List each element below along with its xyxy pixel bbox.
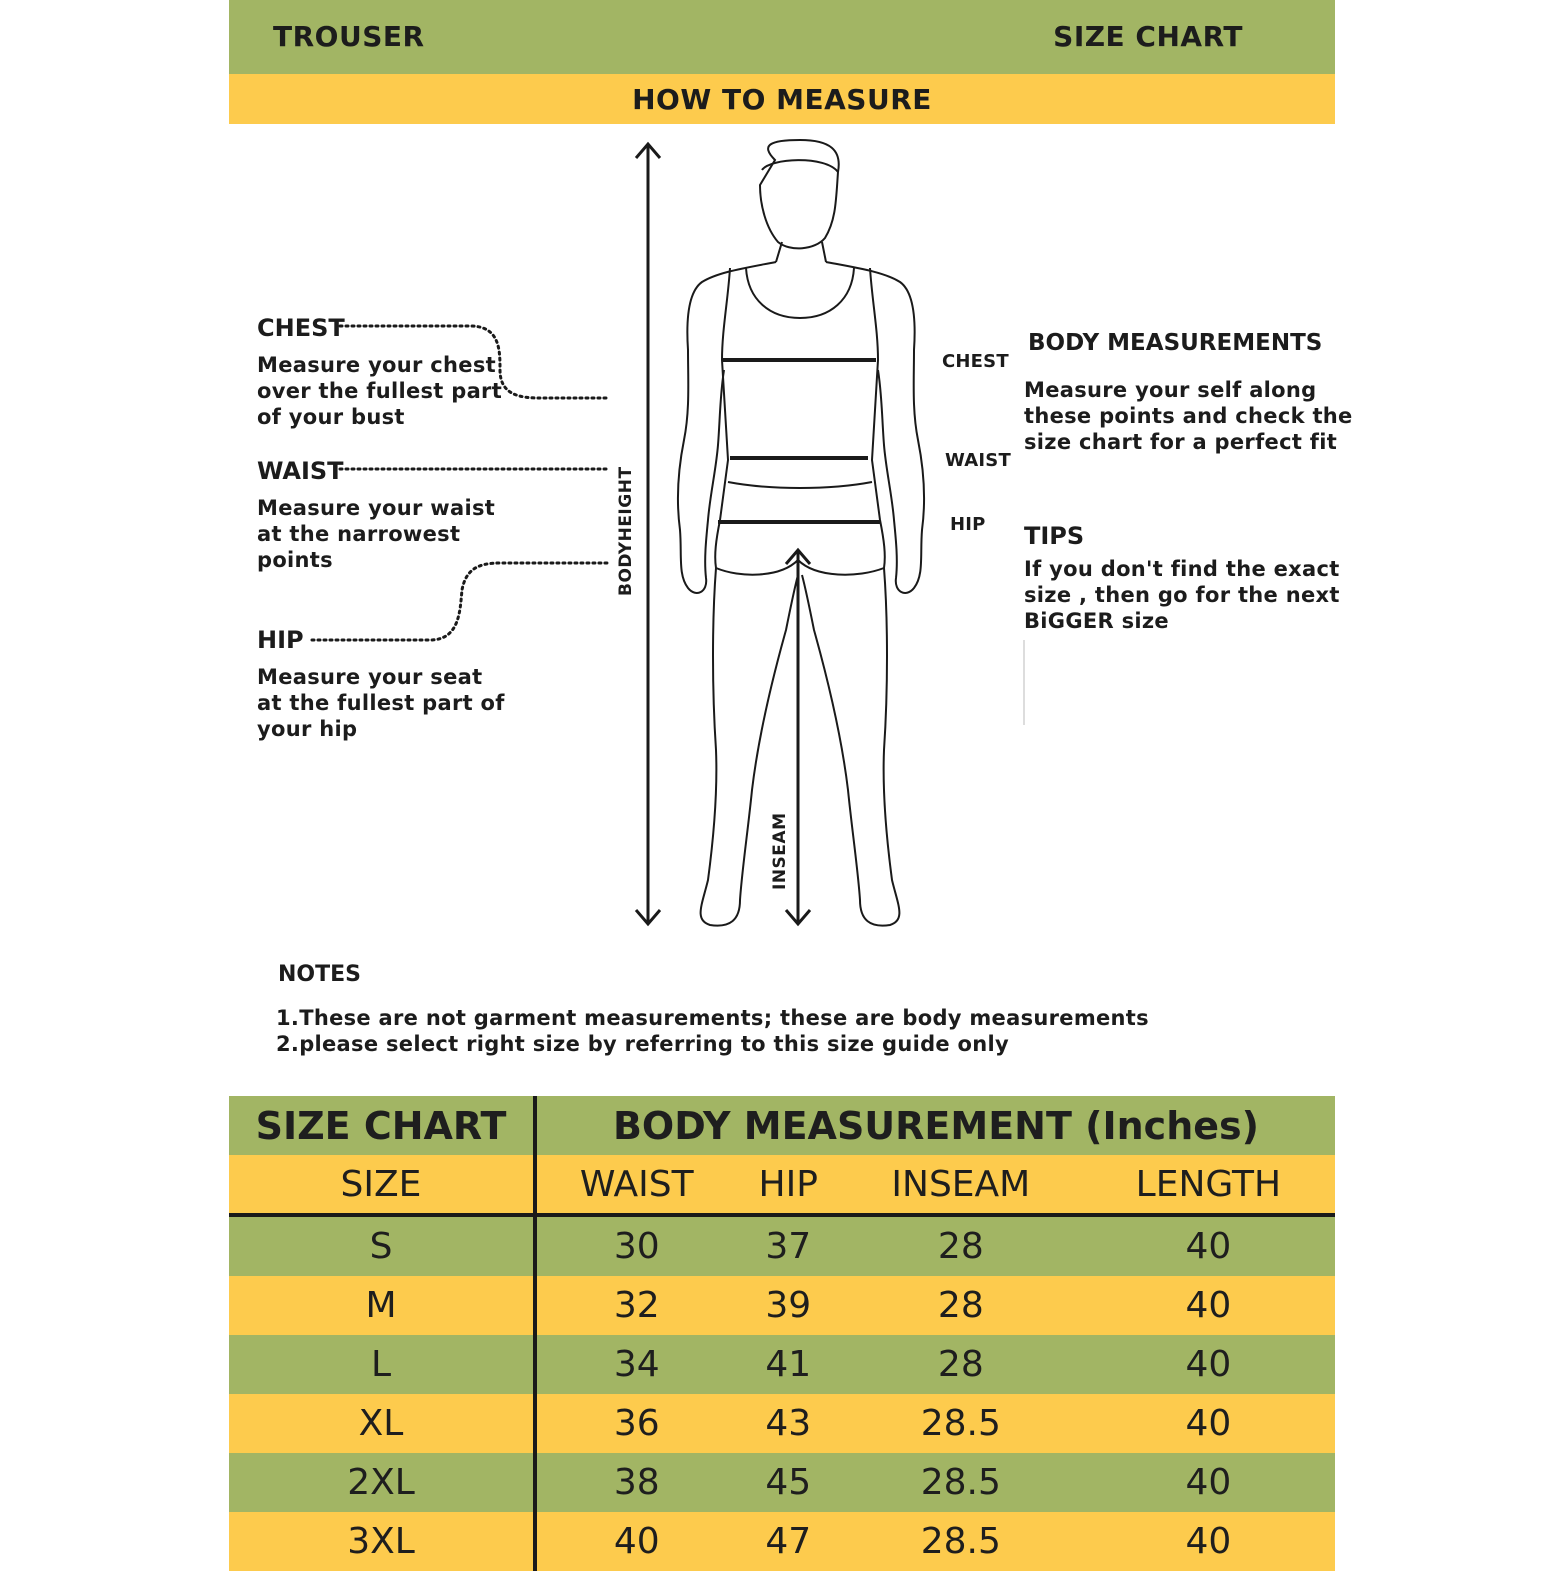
cell-length: 40 bbox=[1082, 1394, 1335, 1453]
cell-length: 40 bbox=[1082, 1453, 1335, 1512]
note-item-1: 1.These are not garment measurements; these are body measurements bbox=[276, 1006, 1149, 1030]
cell-inseam: 28 bbox=[840, 1276, 1082, 1335]
cell-length: 40 bbox=[1082, 1215, 1335, 1276]
waist-label: WAIST bbox=[257, 457, 344, 485]
table-row bbox=[229, 1453, 1335, 1512]
header-hip: HIP bbox=[737, 1155, 840, 1215]
header-length: LENGTH bbox=[1082, 1155, 1335, 1215]
cell-inseam: 28.5 bbox=[840, 1394, 1082, 1453]
body-measurements-title: BODY MEASUREMENTS bbox=[1028, 330, 1323, 356]
header-size: SIZE bbox=[229, 1155, 535, 1215]
cell-inseam: 28 bbox=[840, 1335, 1082, 1394]
tips-title: TIPS bbox=[1024, 522, 1085, 550]
how-to-title: HOW TO MEASURE bbox=[632, 83, 932, 116]
waist-description: Measure your waist at the narrowest points bbox=[257, 496, 496, 572]
inseam-label: INSEAM bbox=[770, 812, 790, 890]
hip-leader bbox=[312, 563, 608, 640]
size-chart-title: SIZE CHART bbox=[1053, 20, 1243, 53]
cell-waist: 34 bbox=[535, 1335, 737, 1394]
product-title: TROUSER bbox=[273, 20, 425, 53]
cell-inseam: 28 bbox=[840, 1215, 1082, 1276]
chest-label: CHEST bbox=[257, 314, 345, 342]
cell-size: M bbox=[229, 1276, 535, 1335]
cell-waist: 38 bbox=[535, 1453, 737, 1512]
header-inseam: INSEAM bbox=[840, 1155, 1082, 1215]
cell-hip: 43 bbox=[737, 1394, 840, 1453]
cell-size: 3XL bbox=[229, 1512, 535, 1571]
cell-size: XL bbox=[229, 1394, 535, 1453]
cell-hip: 47 bbox=[737, 1512, 840, 1571]
cell-waist: 30 bbox=[535, 1215, 737, 1276]
cell-waist: 40 bbox=[535, 1512, 737, 1571]
cell-hip: 39 bbox=[737, 1276, 840, 1335]
hip-description: Measure your seat at the fullest part of your hip bbox=[257, 665, 505, 741]
bodyheight-label: BODYHEIGHT bbox=[616, 466, 636, 596]
cell-inseam: 28.5 bbox=[840, 1453, 1082, 1512]
cell-hip: 37 bbox=[737, 1215, 840, 1276]
chest-description: Measure your chest over the fullest part of your bust bbox=[257, 353, 503, 429]
table-title-left: SIZE CHART bbox=[229, 1096, 535, 1155]
table-title-right: BODY MEASUREMENT (Inches) bbox=[535, 1096, 1335, 1155]
table-header-row bbox=[229, 1155, 1335, 1215]
table-title-row bbox=[229, 1096, 1335, 1155]
bodyheight-arrow-icon bbox=[636, 144, 660, 924]
table-row bbox=[229, 1512, 1335, 1571]
cell-size: L bbox=[229, 1335, 535, 1394]
note-item-2: 2.please select right size by referring to this size guide only bbox=[276, 1032, 1010, 1056]
cell-waist: 36 bbox=[535, 1394, 737, 1453]
cell-length: 40 bbox=[1082, 1276, 1335, 1335]
hip-label: HIP bbox=[257, 626, 304, 654]
figure-hip-label: HIP bbox=[950, 514, 986, 535]
cell-waist: 32 bbox=[535, 1276, 737, 1335]
cell-length: 40 bbox=[1082, 1335, 1335, 1394]
cell-hip: 41 bbox=[737, 1335, 840, 1394]
cell-inseam: 28.5 bbox=[840, 1512, 1082, 1571]
cell-length: 40 bbox=[1082, 1512, 1335, 1571]
cell-size: S bbox=[229, 1215, 535, 1276]
cell-size: 2XL bbox=[229, 1453, 535, 1512]
table-row bbox=[229, 1215, 1335, 1276]
figure-chest-label: CHEST bbox=[942, 351, 1009, 372]
table-row bbox=[229, 1335, 1335, 1394]
size-table bbox=[229, 1096, 1335, 1571]
cell-hip: 45 bbox=[737, 1453, 840, 1512]
notes-title: NOTES bbox=[278, 962, 361, 987]
body-outline-icon bbox=[678, 140, 924, 926]
figure-waist-label: WAIST bbox=[945, 450, 1011, 471]
header-waist: WAIST bbox=[535, 1155, 737, 1215]
table-row bbox=[229, 1394, 1335, 1453]
tips-description: If you don't find the exact size , then go for the next BiGGER size bbox=[1024, 557, 1340, 633]
table-row bbox=[229, 1276, 1335, 1335]
body-measurements-description: Measure your self along these points and check the size chart for a perfect fit bbox=[1024, 378, 1353, 454]
